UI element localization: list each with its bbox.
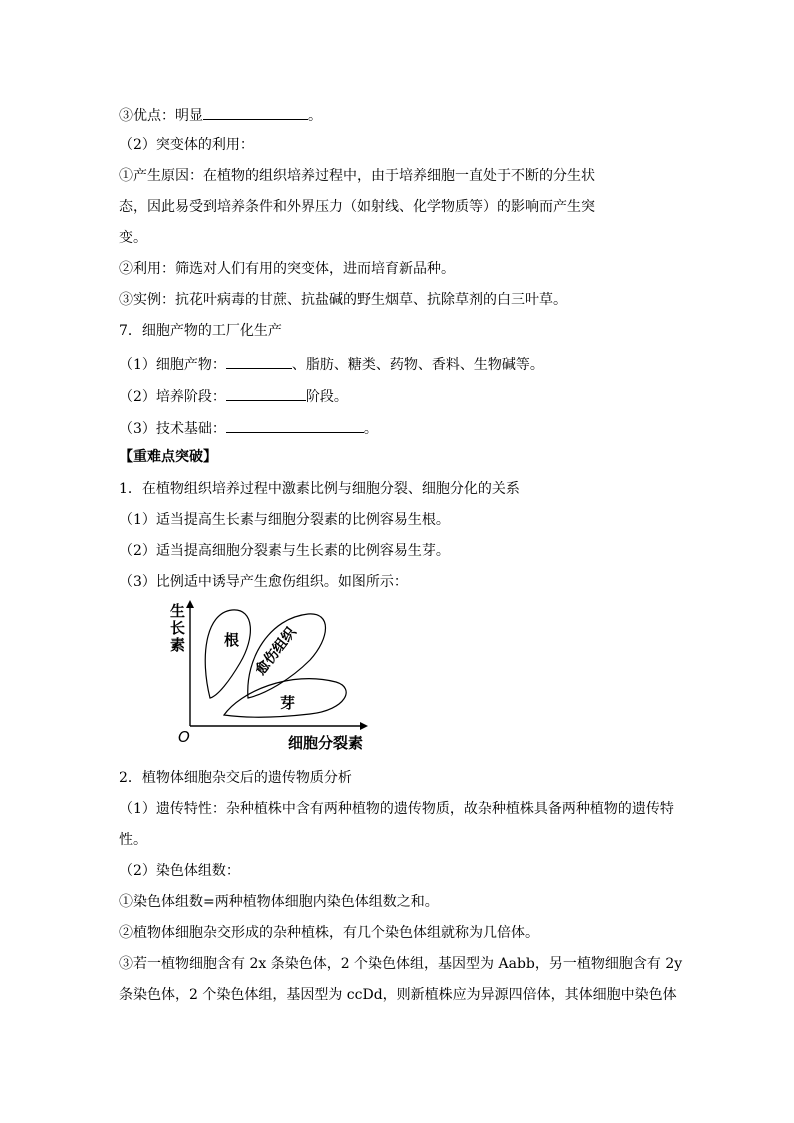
example-hybrid-line-2: 条染色体，2 个染色体组，基因型为 ccDd，则新植株应为异源四倍体，其体细胞中染色体 xyxy=(119,987,677,1003)
example-hybrid-line-1: ③若一植物细胞含有 2x 条染色体，2 个染色体组，基因型为 Aabb，另一植物细胞含有 2y xyxy=(119,956,683,972)
y-axis-label-1: 生 xyxy=(170,602,186,620)
cause-line-2: 态，因此易受到培养条件和外界压力（如射线、化学物质等）的影响而产生突 xyxy=(119,199,595,215)
y-axis-arrow xyxy=(186,600,194,608)
origin-label: O xyxy=(178,728,190,746)
root-label: 根 xyxy=(224,631,240,649)
callus-line: （3）比例适中诱导产生愈伤组织。如图所示： xyxy=(119,574,408,590)
rooting-line: （1）适当提高生长素与细胞分裂素的比例容易生根。 xyxy=(119,512,450,528)
hybrid-genetics-title: 2．植物体细胞杂交后的遗传物质分析 xyxy=(119,770,352,786)
blank-tech-basis xyxy=(226,418,364,433)
section-7-title: 7．细胞产物的工厂化生产 xyxy=(119,323,282,339)
hormone-ratio-title: 1．在植物组织培养过程中激素比例与细胞分裂、细胞分化的关系 xyxy=(119,481,520,497)
hormone-ratio-diagram xyxy=(160,598,380,758)
cell-products-line: （1）细胞产物： 、脂肪、糖类、药物、香料、生物碱等。 xyxy=(119,354,544,374)
use-line: ②利用：筛选对人们有用的突变体，进而培育新品种。 xyxy=(119,261,455,277)
blank-culture-stage xyxy=(226,386,306,401)
chromosome-sets-heading: （2）染色体组数： xyxy=(119,863,240,879)
y-axis-label-2: 长 xyxy=(170,619,186,637)
blank-advantage xyxy=(203,105,308,120)
budding-line: （2）适当提高细胞分裂素与生长素的比例容易生芽。 xyxy=(119,543,450,559)
example-line: ③实例：抗花叶病毒的甘蔗、抗盐碱的野生烟草、抗除草剂的白三叶草。 xyxy=(119,292,567,308)
ploidy-line: ②植物体细胞杂交形成的杂种植株，有几个染色体组就称为几倍体。 xyxy=(119,925,539,941)
x-axis-arrow xyxy=(360,722,368,730)
callus-label: 愈伤组织 xyxy=(252,624,300,679)
cause-line-3: 变。 xyxy=(119,230,147,246)
chromosome-sum-line: ①染色体组数=两种植物体细胞内染色体组数之和。 xyxy=(119,894,439,910)
cause-line-1: ①产生原因：在植物的组织培养过程中，由于培养细胞一直处于不断的分生状 xyxy=(119,168,595,184)
root-region xyxy=(205,610,250,698)
x-axis-label: 细胞分裂素 xyxy=(288,734,364,752)
key-points-heading: 【重难点突破】 xyxy=(119,449,217,465)
advantage-text: ③优点：明显 xyxy=(119,108,203,124)
culture-stage-line: （2）培养阶段： 阶段。 xyxy=(119,386,348,406)
tech-basis-line: （3）技术基础： 。 xyxy=(119,418,378,438)
heredity-line-1: （1）遗传特性：杂种植株中含有两种植物的遗传物质，故杂种植株具备两种植物的遗传特 xyxy=(119,801,674,817)
bud-label: 芽 xyxy=(280,694,296,712)
blank-cell-products xyxy=(226,354,292,369)
y-axis-label-3: 素 xyxy=(170,636,186,654)
heredity-line-2: 性。 xyxy=(119,832,147,848)
mutant-use-heading: （2）突变体的利用： xyxy=(119,137,254,153)
advantage-line: ③优点：明显 。 xyxy=(119,105,322,125)
